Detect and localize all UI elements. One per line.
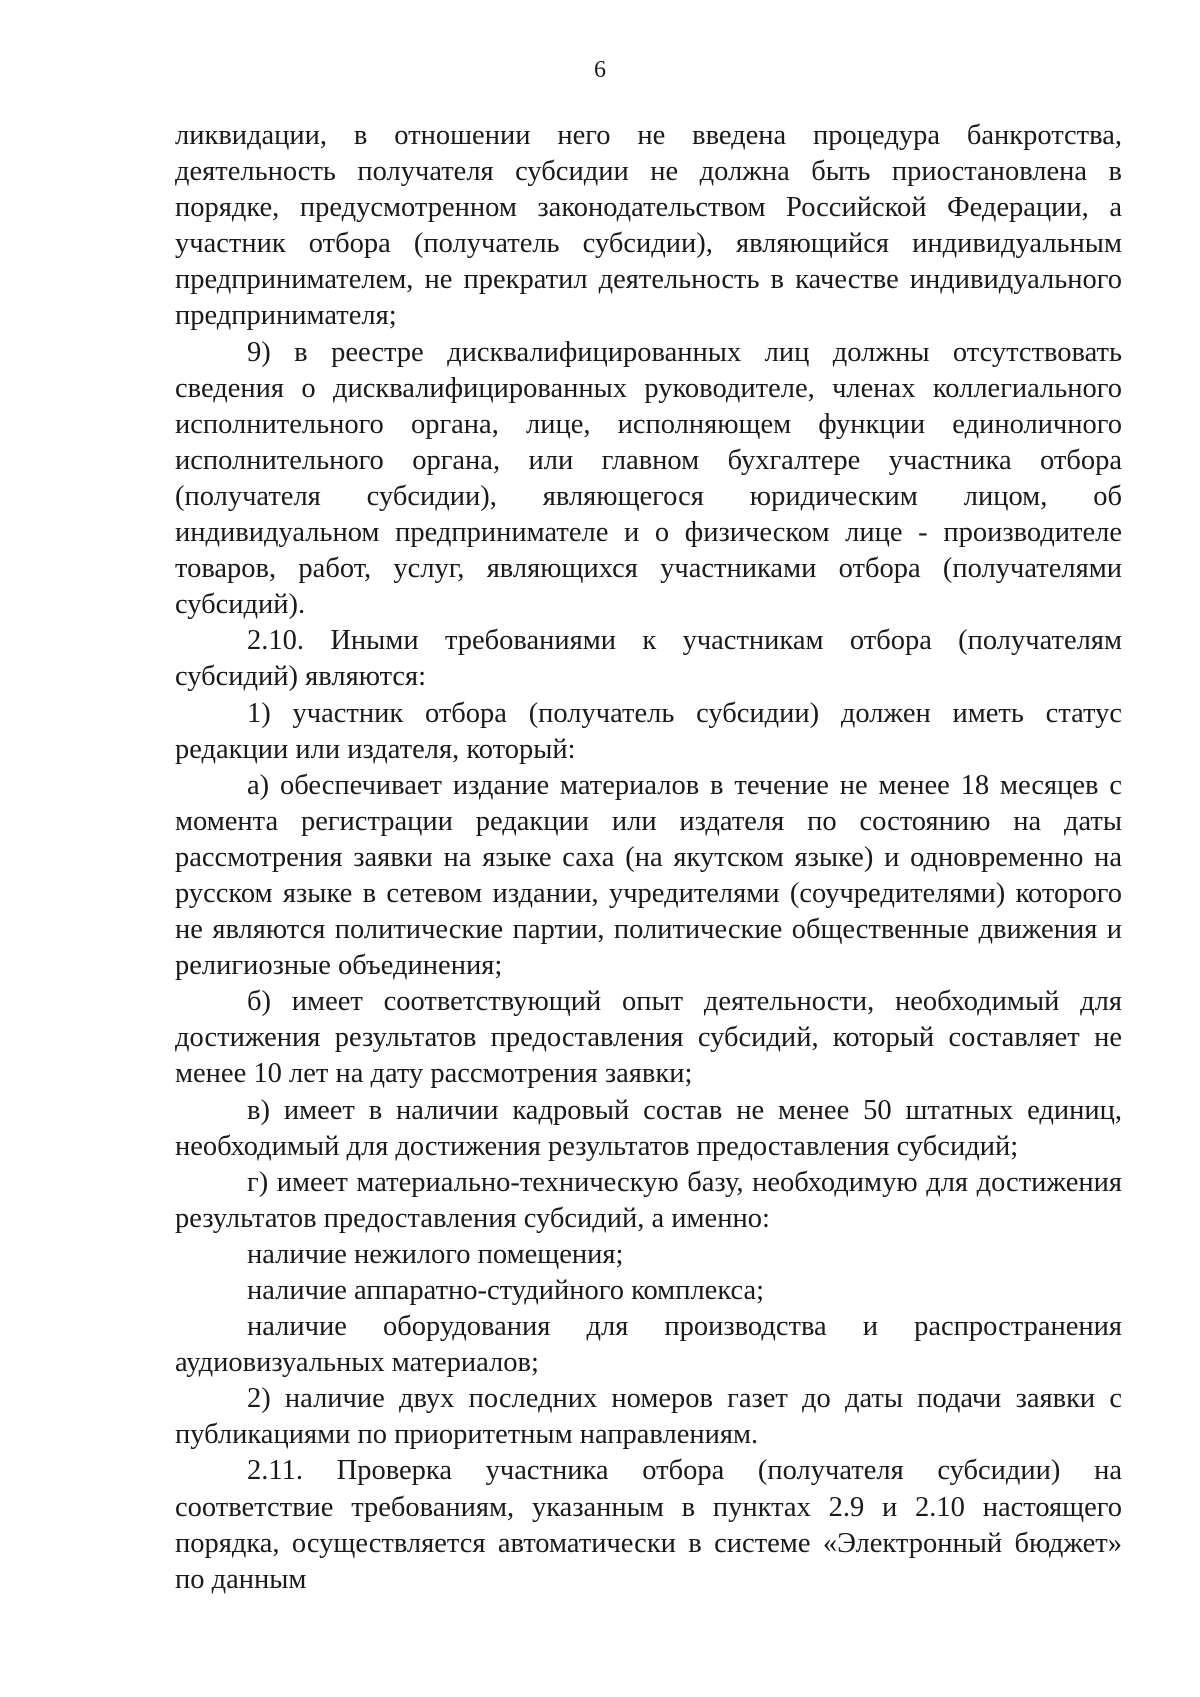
document-body: [175, 118, 1122, 1598]
paragraph-item-2-newspapers: 2) наличие двух последних номеров газет до даты подачи заявки с публикациями по приоритетным направлениям.: [175, 1383, 1122, 1451]
paragraph-section-2-10: 2.10. Иными требованиями к участникам отбора (получателям субсидий) являются:: [175, 625, 1122, 693]
paragraph-subitem-v: в) имеет в наличии кадровый состав не менее 50 штатных единиц, необходимый для достижения результатов предоставления субсидий;: [175, 1094, 1122, 1162]
paragraph-item-1-status: 1) участник отбора (получатель субсидии) должен иметь статус редакции или издателя, который:: [175, 697, 1122, 765]
paragraph-equipment: наличие оборудования для производства и распространения аудиовизуальных материалов;: [175, 1311, 1122, 1379]
paragraph-subitem-a: а) обеспечивает издание материалов в течение не менее 18 месяцев с момента регистрации редакции или издателя по состоянию на даты рассмотрения заявки на языке саха (на якутском языке) и одновременно на русском языке в сетевом издании, учредителями (соучредителями) которого не являются политические партии, политические общественные движения и религиозные объединения;: [175, 769, 1122, 982]
paragraph-item-9-disqualified-registry: 9) в реестре дисквалифицированных лиц должны отсутствовать сведения о дисквалифицированных руководителе, членах коллегиального исполнительного органа, лице, исполняющем функции единоличного исполнительного органа, или главном бухгалтере участника отбора (получателя субсидии), являющегося юридическим лицом, об индивидуальном предпринимателе и о физическом лице - производителе товаров, работ, услуг, являющихся участниками отбора (получателями субсидий).: [175, 336, 1122, 621]
paragraph-subitem-g: г) имеет материально-техническую базу, необходимую для достижения результатов предоставления субсидий, а именно:: [175, 1166, 1122, 1234]
page-number: 6: [594, 57, 606, 83]
paragraph-subitem-b: б) имеет соответствующий опыт деятельности, необходимый для достижения результатов предоставления субсидий, который составляет не менее 10 лет на дату рассмотрения заявки;: [175, 986, 1122, 1090]
paragraph-studio-complex: наличие аппаратно-студийного комплекса;: [247, 1275, 765, 1306]
paragraph-section-2-11: 2.11. Проверка участника отбора (получателя субсидии) на соответствие требованиям, указанным в пунктах 2.9 и 2.10 настоящего порядка, осуществляется автоматически в системе «Электронный бюджет» по данным: [175, 1455, 1122, 1595]
paragraph-premises: наличие нежилого помещения;: [247, 1238, 624, 1270]
paragraph-liquidation-continuation: ликвидации, в отношении него не введена процедура банкротства, деятельность получателя субсидии не должна быть приостановлена в порядке, предусмотренном законодательством Российской Федерации, а участник отбора (получатель субсидии), являющийся индивидуальным предпринимателем, не прекратил деятельность в качестве индивидуального предпринимателя;: [175, 120, 1122, 332]
